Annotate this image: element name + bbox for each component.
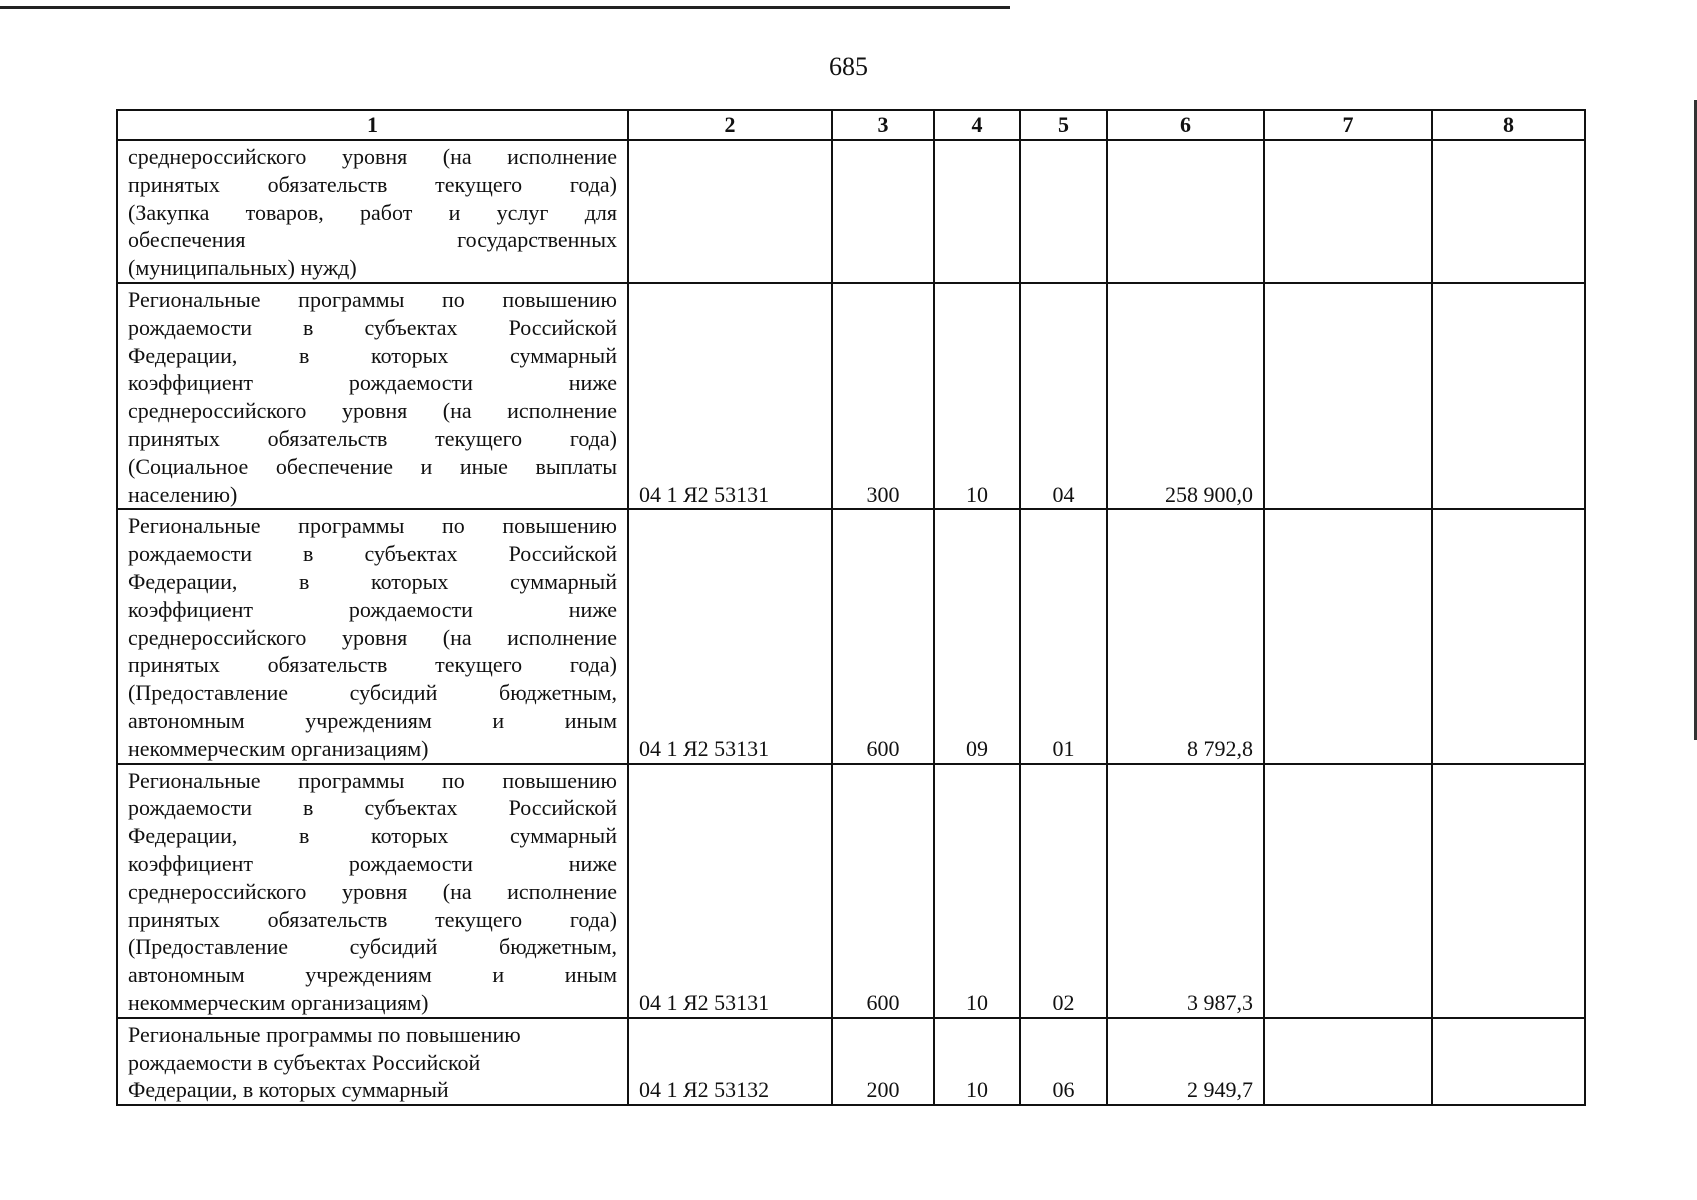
description-line: принятых обязательств текущего года): [128, 906, 617, 932]
row-subsection: [1020, 140, 1107, 283]
row-col-7: [1264, 764, 1432, 1018]
description-line: среднероссийского уровня (на исполнение: [128, 144, 617, 169]
row-expense-type: 200: [832, 1018, 934, 1105]
table-row: [117, 509, 1585, 763]
row-col-8: [1432, 140, 1585, 283]
description-line: рождаемости в субъектах Российской: [128, 314, 617, 340]
description-line: среднероссийского уровня (на исполнение: [128, 624, 617, 650]
description-line: Федерации, в которых суммарный: [128, 342, 617, 368]
table-row: [117, 140, 1585, 283]
row-subsection: 06: [1020, 1018, 1107, 1105]
row-col-7: [1264, 140, 1432, 283]
row-description: [117, 283, 628, 509]
description-line: рождаемости в субъектах Российской: [128, 1049, 481, 1075]
row-expense-type: 600: [832, 764, 934, 1018]
row-amount: 258 900,0: [1107, 283, 1264, 509]
header-col-3: 3: [832, 110, 934, 140]
row-section: [934, 140, 1020, 283]
row-description: [117, 509, 628, 763]
budget-table: [116, 109, 1586, 1106]
table-body: [117, 140, 1585, 1105]
row-description: [117, 764, 628, 1018]
description-line: автономным учреждениям и иным: [128, 962, 617, 988]
row-description: [117, 140, 628, 283]
row-amount: 3 987,3: [1107, 764, 1264, 1018]
row-section: 10: [934, 283, 1020, 509]
row-expense-type: 300: [832, 283, 934, 509]
description-line: коэффициент рождаемости ниже: [128, 596, 617, 622]
scan-top-line: [0, 6, 1010, 9]
description-line: принятых обязательств текущего года): [128, 425, 617, 451]
row-col-7: [1264, 1018, 1432, 1105]
row-target-code: 04 1 Я2 53132: [628, 1018, 832, 1105]
description-line: принятых обязательств текущего года): [128, 171, 617, 197]
row-section: 09: [934, 509, 1020, 763]
description-line: некоммерческим организациям): [128, 989, 429, 1015]
row-col-8: [1432, 509, 1585, 763]
header-col-4: 4: [934, 110, 1020, 140]
description-line: Региональные программы по повышению: [128, 513, 617, 539]
table-row: [117, 764, 1585, 1018]
description-line: Федерации, в которых суммарный: [128, 1077, 449, 1103]
row-expense-type: [832, 140, 934, 283]
row-target-code: 04 1 Я2 53131: [628, 764, 832, 1018]
row-col-8: [1432, 764, 1585, 1018]
row-amount: 8 792,8: [1107, 509, 1264, 763]
page-number: 685: [829, 52, 868, 81]
row-col-7: [1264, 283, 1432, 509]
description-line: некоммерческим организациям): [128, 735, 429, 761]
description-line: коэффициент рождаемости ниже: [128, 850, 617, 876]
row-target-code: 04 1 Я2 53131: [628, 509, 832, 763]
description-line: рождаемости в субъектах Российской: [128, 541, 617, 567]
header-col-8: 8: [1432, 110, 1585, 140]
row-target-code: [628, 140, 832, 283]
header-col-5: 5: [1020, 110, 1107, 140]
row-col-8: [1432, 1018, 1585, 1105]
table-row: [117, 1018, 1585, 1105]
description-line: Федерации, в которых суммарный: [128, 823, 617, 849]
description-line: Региональные программы по повышению: [128, 767, 617, 793]
header-col-2: 2: [628, 110, 832, 140]
description-line: среднероссийского уровня (на исполнение: [128, 398, 617, 424]
header-row: [117, 110, 1585, 140]
description-line: (Предоставление субсидий бюджетным,: [128, 680, 617, 706]
description-line: (Социальное обеспечение и иные выплаты: [128, 453, 617, 479]
row-expense-type: 600: [832, 509, 934, 763]
description-line: Федерации, в которых суммарный: [128, 568, 617, 594]
table-row: [117, 283, 1585, 509]
row-col-7: [1264, 509, 1432, 763]
row-section: 10: [934, 1018, 1020, 1105]
header-col-1: 1: [117, 110, 628, 140]
description-line: Региональные программы по повышению: [128, 286, 617, 312]
row-description: [117, 1018, 628, 1105]
description-line: (Предоставление субсидий бюджетным,: [128, 934, 617, 960]
description-line: населению): [128, 481, 238, 507]
description-line: рождаемости в субъектах Российской: [128, 795, 617, 821]
row-subsection: 01: [1020, 509, 1107, 763]
header-col-7: 7: [1264, 110, 1432, 140]
header-col-6: 6: [1107, 110, 1264, 140]
row-amount: 2 949,7: [1107, 1018, 1264, 1105]
description-line: коэффициент рождаемости ниже: [128, 370, 617, 396]
description-line: автономным учреждениям и иным: [128, 707, 617, 733]
description-line: принятых обязательств текущего года): [128, 652, 617, 678]
description-line: среднероссийского уровня (на исполнение: [128, 878, 617, 904]
description-line: обеспечения государственных: [128, 227, 617, 253]
row-section: 10: [934, 764, 1020, 1018]
description-line: (Закупка товаров, работ и услуг для: [128, 199, 617, 225]
row-amount: [1107, 140, 1264, 283]
description-line: (муниципальных) нужд): [128, 255, 357, 281]
row-col-8: [1432, 283, 1585, 509]
description-line: Региональные программы по повышению: [128, 1021, 521, 1047]
row-subsection: 02: [1020, 764, 1107, 1018]
row-target-code: 04 1 Я2 53131: [628, 283, 832, 509]
row-subsection: 04: [1020, 283, 1107, 509]
